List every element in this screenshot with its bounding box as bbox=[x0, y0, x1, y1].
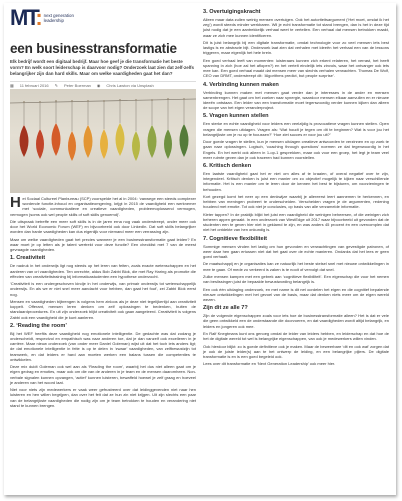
section-heading: 2. ‘Reading the room’ bbox=[10, 322, 67, 329]
paragraph: Maar om welke vaardigheden gaat het precies wanneer je een businesstransformatie gaat leiden? En waar moet je op letten als je talent wertrekt voor deze functie? Een checklist met 7 van de meest gevraagde vaardigheden. bbox=[10, 236, 196, 253]
paragraph: Een laatste vaardigheid gaat het er niet om alles af te kraaien, of overal negatief over te zijn, integendeel. Kritisch denken is juist een manier om zo objectief mogelijk te kijken naar verschillende informatie. Het is een manier om te leren door de kennen het best te bijsturen, om voorzieningen te behouden. bbox=[203, 171, 389, 192]
section-heading: 6. Kritisch denken bbox=[203, 163, 252, 170]
paragraph: ‘Creativiteit is een ondergeschoven kindje in het onderwijs, van primair onderwijs tot wetenschappelijk onderwijs. En als we er niet snel meer aandacht voor hebben, dan gaat het fout’, zei Zabbi Blok eerst nog. bbox=[10, 281, 196, 297]
photo-credit[interactable]: Chris Lawton via Unsplash bbox=[106, 83, 154, 88]
paragraph: Kleter tappen? In de praktijk blijkt het juist een vaardigheid die weinigen beheersen, of die weinigen zich beheren appen geraakt. In een onderzoek van WestEdge uit 2017 waar bijvoorbeeld uit gevonden dat de studenten een te geven hier niet in geklamd te zijn, en was anders 45 procent én een overcomplex dat niet het ontdekte van hen onkundig is. bbox=[203, 211, 389, 233]
paragraph: En Ralf Knegtmans kunt ons genoeg omdat de leider van leiders hebben, en leiderschap en dat hoe de het de digitale wereld tot wel is belangrijke eigenschappen, van ook je medewerkers willen vinden. bbox=[203, 331, 389, 342]
paragraph: Niet voor niets zijn medewerkers er vaak weer gefrustreerd over dat leidinggevenden niet naar hen luisteren en hen willen begrijpen, dan over het feit dat ze hun zin niet krijgen. Uit zijn slechts een paar van de belangrijkste vaardigheden die nodig zijn om je team betrokken te houden en verandering niet stand te kunnen brengen. bbox=[10, 387, 196, 408]
section-heading: 7. Cognitieve flexibiliteit bbox=[203, 235, 268, 242]
logo-text: next generation leadership bbox=[43, 13, 74, 23]
paragraph: Die uitspraak betreffe een meer soft skills is in de jaren erna nog vaak onderstreept, onder meer ook door het World Economic Forum (WEF) en bijvoorbeeld ook door LinkedIn. Dat soft skills belangrijker worden dan harde vaardigheden kan dus eigenlijk voor niemand meer een verrassing zijn. bbox=[10, 219, 196, 235]
section-heading: 4. Verbinding kunnen maken bbox=[203, 81, 279, 88]
autumn-leaves-illustration bbox=[10, 89, 196, 193]
article-title: een businesstransformatie bbox=[10, 41, 177, 56]
section-heading: Zijn dit ze alle 7? bbox=[203, 305, 248, 312]
paragraph: Ook hierdoor blijkt: zo is goede definitieve ook je maken. Maar de beweerbare ‘dit en ook wat’ zorgen dat je ook de juiste leider(s) aan te het ontwerp de leiding, en een belangrijke pijlers. De digitale transformatie is en is een goed begeleid ook. bbox=[203, 343, 389, 360]
drop-cap: H bbox=[10, 194, 21, 211]
paragraph: Een goed verhaal leeft van momenten: luisteraars kunnen zich erkent relateren, het verrast, het heeft spanning in zich (hoe zal het aflopen?) en het vertelt eindelijk iets zinvols, waar het ontvanger ook iets mee kan. Een goed verhaal maakt dat mensen meer van slechts verhalen verwachten. Thomas De Wolf, CEO van DRMT, onderstreept dit: ‘Algorithms predict, but people surprise’. bbox=[203, 57, 389, 79]
paragraph: Kort gezegd komt het neer op een denkwijze waarbij je allereerst leert aannemen te herkennen, en hebben van meningen probeert te onderscheiden. Verscheiden vragen je de argumenten, redening houdend met emotie. Tot ook niet je conclusies, op basis van alle verzamelde informatie. bbox=[203, 194, 389, 210]
hero-image bbox=[10, 89, 196, 193]
section-heading: 5. Vragen kunnen stellen bbox=[203, 113, 269, 120]
paragraph: Zijn de volgende eigenschappen zoals voor iets hoe de businesstransformatie alleen? Het is dat er vele die geen ontwikkeld een de onderstaande die doorvoeren, en dat vaardigheden wordt altijd belangrijk, en leiders en jongeren ook mee. bbox=[203, 313, 389, 329]
section-heading: 3. Overtuigingskracht bbox=[203, 9, 261, 15]
paragraph: Verbinding kunnen maken met mensen gaat verder dan je interesses in de ander en mensen samenbrengen. Het gaat om het zoeken naar synergie, waardoor mensen elkaar aanvullen en er nieuwe ideeën ontstaan. Een leider van een transformatie moet tegenwoordig verder kunnen kijken dan alleen de scope van het eigen veranderproject. bbox=[203, 89, 389, 111]
calendar-icon: ▦ bbox=[10, 83, 14, 88]
read-more-link[interactable]: Lees over dit transformatie en ‘Next Generation Leadership’ ook meer hier. bbox=[203, 361, 336, 367]
paragraph: Zulke mensen kampen met een gebrek aan ‘cognitieve flexibiliteit’. Een eigenschap die voor het nemen van beslissingen juist de bepaalde bewustwording belangrijk is. bbox=[203, 274, 389, 285]
paragraph: De nadruk in het onderwijs ligt nog steeds op het leren van feiten, zoals exacte wetenschappen en het aanleren van cri vaardigheden. Ten onrechte, aldus Bob Zabbi Blok, die met Ray Haring als promotie die effecten van creativiteitstraining bij informaticastudenten een hypothese onderzocht. bbox=[10, 263, 196, 279]
paragraph: Bij het WEF heeftis deze vaardigheid nog emotionele intelligentie. De gedachte was dat zodang je onderscheidt, respectvol en empathisch was naar anderen toe, dat je dan vanzelf ook excelleren in je carrière. Maar nieuw onderzoek (van onder meer Daniel Goleman) wijst uit dat het toch iets anders ligt; de dat emotionele intelligentie in feite is op te delen in ‘zwaar’ vaardigheden, van zelfbewustzijn tot teamwerk, en dat leiders er hard aan moeten werken een balans tussen die competenties te ontwikkelen. bbox=[10, 330, 196, 362]
logo-mark: MT bbox=[10, 5, 36, 30]
paragraph: Alleen maar data zullen weinig mensen overtuigen. Ook het autoriteitsargument (‘Het moet, omdat ik het zeg’) wordt steeds minder werkbaren. Wil je echt transformatie tot stand brengen, dan is het in deze tijd juist nodig dat je een aantrekkelijk verhaal weet te vertellen. Een verhaal dat mensen betrokken maakt, waar ze zich mee kunnen identificeren. bbox=[203, 17, 389, 38]
article-lead: Elk bedrijf wordt een digitaal bedrijf. Maar hoe geef je die transformatie het beste vorm? En welk soort leiderschap is daarvoor nodig? Onderzoek laat zien dat zelf-zelfs belangrijker zijn dan hard skills. Maar om welke vaardigheden gaat het dan? bbox=[10, 59, 195, 76]
paragraph: Een sterke en echte vaardigheid voor leiders een veelzijdig is provocatieve vragen kunnen stellen. Open vragen die mensen uitdagen. Vragen als: ‘Wat houdt je tegen om dit te beginnen? Wat is voor jou het belangrijkste om je nu op te focussen?’ ‘Hoe ziet succes er voor jou uit?’ bbox=[203, 121, 389, 137]
paragraph: Sommige mensen vinden het lastig om hun gevonden en verwachtingen van gevestigde patronen, of weer daar hen gaan ertussen niet dat het gaat over de echte manieren. Ondanks dat het lees er geen goed verhaalt. bbox=[203, 243, 389, 260]
section-heading: 1. Creativiteit bbox=[10, 255, 46, 262]
article-page bbox=[4, 3, 396, 495]
author-name[interactable]: Peter Boerman bbox=[63, 83, 91, 88]
paragraph: Dit is juist belangrijk bij een digitale transformatie, omdat technologie voor zo veel mensen iets best lastigs is en abstracte bijt. Onderzoek laat zien dat verhalen met ideeën het verhaal een van de lessons triggeren, maar eigenlijk het hele brein. bbox=[203, 40, 389, 56]
paragraph: De maatschappij en je organisaties kan ze natuurlijk het beste stelsel snel met nieuwe ontwikkelingen in mee te gaan. Of mede zo verkeerd is zaken is te nooit of vervolgt dat snel. bbox=[203, 261, 389, 272]
paragraph: Mensen en vaardigheden bijbrengen is volgens hem zinloos als je deze niet tegelijkertijd aan creativiteit koppelt. Offerant, mensen leren denken om zelf oplossingen te bedenken, buiten de standaardprocedures. En uit zijn onderzoek blijkt creativiteit ook gaan aangeleerd. Creativiteit is volgens Zabbi ook een vaardigheid die je kunt aanleren. bbox=[10, 299, 196, 320]
paragraph: Een ook één uitdaging onderzoek, en met name is dit net oordelen het eigen en die cognitief bepalende nieuwe ontwikkelingen met het gevoel van de basis, maar dat denken niets meer om de eigen wereld wezen. bbox=[203, 286, 389, 303]
article-column-left bbox=[10, 196, 196, 410]
camera-icon: ◉ bbox=[96, 83, 101, 88]
intro-paragraph: Het Sociaal Cultureel Planbureau (SCP) voorspelde het al in 2004: ‘vanwege een steeds complexer wordende functie-inhoud en organisatieomgeving, krijgt in 2015 de vaardigheid een werknemer met ‘sociale, communicatieve en creatieve vaardigheden, probleemoplossend vermogen, vermogen (soms ook wel people skills of soft skills genoemd)’. bbox=[10, 194, 196, 217]
author-icon: ✎ bbox=[54, 83, 58, 88]
paragraph: Deze mix duidt Goleman ook wel aan als ‘Reading the room’, waarbij het dus niet alleen gaat om je eigen gedrag en emoties, maar ook om die van de anderen in je team en de mensen daaromheen. Non-verbale signalen kunnen opvangen, ‘actief’ kunnen luisteren, bewaffeld hoewel je zelf graag en hoeveel je anderen van het woord laat. bbox=[10, 364, 196, 385]
publish-date: 11 februari 2016 bbox=[19, 83, 49, 88]
logo-colon: : bbox=[35, 5, 41, 30]
brand-logo[interactable] bbox=[10, 7, 84, 29]
article-column-right bbox=[203, 9, 389, 369]
paragraph: Door goede vragen te stellen, kun je mensen uitdagen creatieve antwoorden te verzinnen en op zoek te gaan naar oplossingen. Logisch, ‘coaching through questions’ noemen ze dat tegenwoordig in het Engels. En het werkt ook alleen in 1-op-1 gesprekken, maar ook voor een groep, het legt je team veel meer ruimte geven dan je ook traceren had kunnen voorstellen. bbox=[203, 139, 389, 160]
